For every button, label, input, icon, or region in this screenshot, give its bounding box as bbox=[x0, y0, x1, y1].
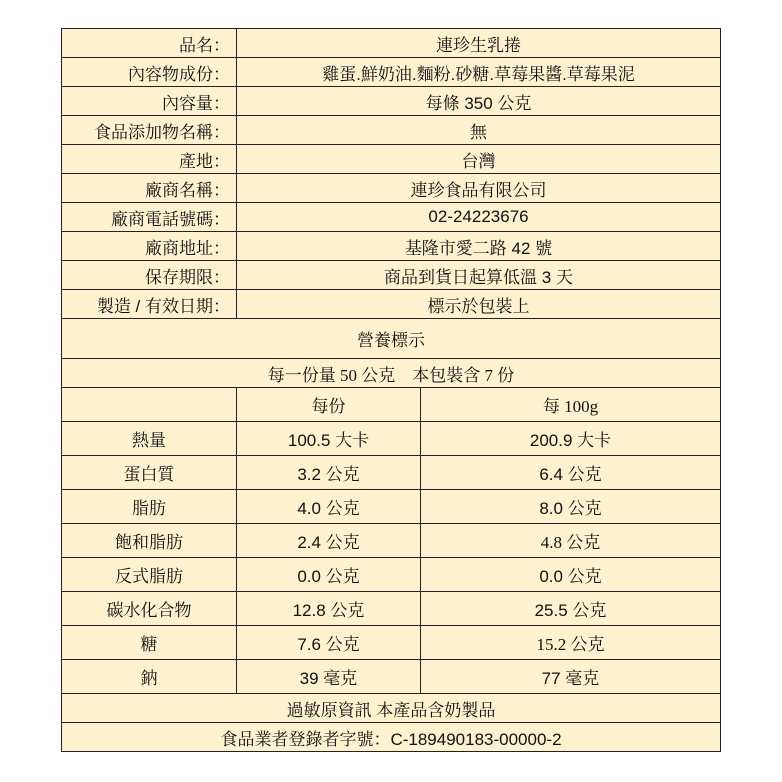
per-100g-value: 15.2 公克 bbox=[421, 626, 721, 660]
per-serving-value: 39 毫克 bbox=[237, 660, 421, 694]
nutrient-name: 反式脂肪 bbox=[62, 558, 237, 592]
nutrition-title-row bbox=[62, 319, 721, 359]
per-100g-value: 77 毫克 bbox=[421, 660, 721, 694]
nutrient-row bbox=[62, 558, 721, 592]
per-serving-value: 0.0 公克 bbox=[237, 558, 421, 592]
info-label: 品名： bbox=[62, 29, 237, 58]
info-label: 內容物成份： bbox=[62, 58, 237, 87]
header-blank bbox=[62, 388, 237, 422]
per-100g-value: 8.0 公克 bbox=[421, 490, 721, 524]
per-serving-value: 2.4 公克 bbox=[237, 524, 421, 558]
nutrient-row bbox=[62, 524, 721, 558]
per-100g-value: 25.5 公克 bbox=[421, 592, 721, 626]
nutrient-name: 脂肪 bbox=[62, 490, 237, 524]
per-serving-value: 4.0 公克 bbox=[237, 490, 421, 524]
info-row-address bbox=[62, 232, 721, 261]
serving-row bbox=[62, 359, 721, 388]
per-100g-value: 0.0 公克 bbox=[421, 558, 721, 592]
serving-info: 每一份量 50 公克 本包裝含 7 份 bbox=[62, 359, 721, 388]
info-row-shelf-life bbox=[62, 261, 721, 290]
info-value: 商品到貨日起算低溫 3 天 bbox=[237, 261, 721, 290]
info-value: 無 bbox=[237, 116, 721, 145]
info-label: 製造 / 有效日期： bbox=[62, 290, 237, 319]
info-value: 雞蛋.鮮奶油.麵粉.砂糖.草莓果醬.草莓果泥 bbox=[237, 58, 721, 87]
info-row-name bbox=[62, 29, 721, 58]
per-100g-value: 4.8 公克 bbox=[421, 524, 721, 558]
info-row-dates bbox=[62, 290, 721, 319]
product-label-table bbox=[61, 28, 721, 752]
nutrient-name: 糖 bbox=[62, 626, 237, 660]
nutrition-title: 營養標示 bbox=[62, 319, 721, 359]
nutrient-name: 蛋白質 bbox=[62, 456, 237, 490]
col-per-100g: 每 100g bbox=[421, 388, 721, 422]
registration-number: 食品業者登錄者字號：C-189490183-00000-2 bbox=[62, 723, 721, 752]
per-serving-value: 100.5 大卡 bbox=[237, 422, 421, 456]
nutrient-row bbox=[62, 422, 721, 456]
info-label: 食品添加物名稱： bbox=[62, 116, 237, 145]
info-value: 基隆市愛二路 42 號 bbox=[237, 232, 721, 261]
nutrient-name: 飽和脂肪 bbox=[62, 524, 237, 558]
registration-row bbox=[62, 723, 721, 752]
nutrient-row bbox=[62, 626, 721, 660]
nutrient-row bbox=[62, 490, 721, 524]
nutrient-row bbox=[62, 456, 721, 490]
info-label: 產地： bbox=[62, 145, 237, 174]
info-label: 廠商地址： bbox=[62, 232, 237, 261]
per-100g-value: 6.4 公克 bbox=[421, 456, 721, 490]
info-label: 保存期限： bbox=[62, 261, 237, 290]
nutrient-row bbox=[62, 592, 721, 626]
allergen-info: 過敏原資訊 本產品含奶製品 bbox=[62, 694, 721, 723]
nutrient-name: 熱量 bbox=[62, 422, 237, 456]
info-value: 台灣 bbox=[237, 145, 721, 174]
nutrition-header-row bbox=[62, 388, 721, 422]
info-label: 廠商電話號碼： bbox=[62, 203, 237, 232]
info-value: 連珍生乳捲 bbox=[237, 29, 721, 58]
info-row-net-content bbox=[62, 87, 721, 116]
allergen-row bbox=[62, 694, 721, 723]
nutrient-row bbox=[62, 660, 721, 694]
info-row-manufacturer bbox=[62, 174, 721, 203]
per-serving-value: 3.2 公克 bbox=[237, 456, 421, 490]
info-value: 標示於包裝上 bbox=[237, 290, 721, 319]
info-row-phone bbox=[62, 203, 721, 232]
info-row-origin bbox=[62, 145, 721, 174]
info-value: 連珍食品有限公司 bbox=[237, 174, 721, 203]
info-value: 02-24223676 bbox=[237, 203, 721, 232]
info-value: 每條 350 公克 bbox=[237, 87, 721, 116]
col-per-serving: 每份 bbox=[237, 388, 421, 422]
info-label: 廠商名稱： bbox=[62, 174, 237, 203]
per-serving-value: 7.6 公克 bbox=[237, 626, 421, 660]
info-label: 內容量： bbox=[62, 87, 237, 116]
per-serving-value: 12.8 公克 bbox=[237, 592, 421, 626]
nutrient-name: 鈉 bbox=[62, 660, 237, 694]
nutrient-name: 碳水化合物 bbox=[62, 592, 237, 626]
info-row-ingredients bbox=[62, 58, 721, 87]
per-100g-value: 200.9 大卡 bbox=[421, 422, 721, 456]
info-row-additives bbox=[62, 116, 721, 145]
